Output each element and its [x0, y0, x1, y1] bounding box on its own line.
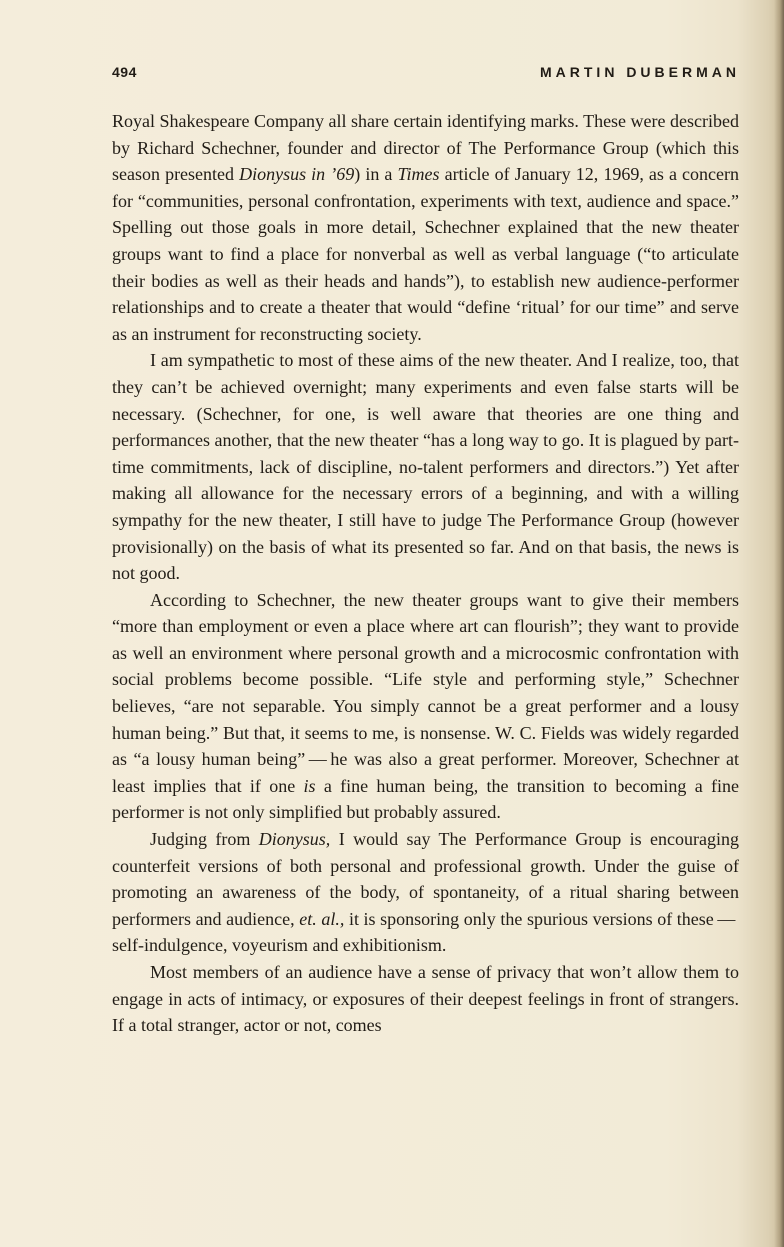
page-edge-shadow — [774, 0, 784, 1247]
text-run: it is sponsoring only the spurious versions of these — self-indulgence, voyeurism and exhibitionism. — [112, 908, 739, 956]
italic-text: Dionysus in ’69 — [239, 164, 355, 185]
text-run: I would say The Performance Group is encouraging counterfeit versions of both personal and professional growth. Under the guise of promoting an awareness of the body, of spontaneity, of a ritual sharing between performers and audience, — [112, 829, 740, 929]
body-text — [112, 108, 739, 1039]
text-run: Judging from — [150, 829, 259, 850]
text-run: I am sympathetic to most of these aims of the new theater. And I realize, too, that they can’t be achieved overnight; many experiments and even false starts will be necessary. (Schechner, for one, is well aware that theories are one thing and performances another, that the new theater “has a long way to go. It is plagued by part-time commitments, lack of discipline, no-talent performers and directors.”) Yet after making all allowance for the necessary errors of a beginning, and with a willing sympathy for the new theater, I still have to judge The Performance Group (however provisionally) on the basis of what its presented so far. And on that basis, the news is not good. — [112, 350, 739, 584]
paragraph-2 — [112, 347, 739, 586]
italic-text: is — [303, 775, 316, 796]
text-run: Most members of an audience have a sense of privacy that won’t allow them to engage in acts of intimacy, or exposures of their deepest feelings in front of strangers. If a total stranger, actor or not, comes — [112, 962, 739, 1036]
paragraph-3 — [112, 587, 739, 826]
italic-text: et. al., — [299, 908, 345, 929]
page-number: 494 — [112, 64, 137, 80]
paragraph-5 — [112, 959, 739, 1039]
italic-text: Dionysus, — [258, 829, 331, 850]
text-run: According to Schechner, the new theater groups want to give their members “more than employment or even a place where art can flourish”; they want to provide as well an environment where personal growth and a microcosmic confrontation with social problems become possible. “Life style and performing style,” Schechner believes, “are not separable. You simply cannot be a great performer and a lousy human being.” But that, it seems to me, is nonsense. W. C. Fields was widely regarded as “a lousy human being” — he was also a great performer. Moreover, Schechner at least implies that if one — [112, 589, 739, 796]
paragraph-4 — [112, 826, 739, 959]
italic-text: Times — [397, 164, 440, 185]
text-run: Royal Shakespeare Company all share certain identifying marks. These were described by Richard Schechner, founder and director of The Performance Group (which this season presented — [112, 111, 739, 185]
page-header — [112, 64, 740, 88]
paragraph-1 — [112, 108, 739, 347]
text-run: article of January 12, 1969, as a concern for “communities, personal confrontation, experiments with text, audience and space.” Spelling out those goals in more detail, Schechner explained that the new theater groups want to find a place for nonverbal as well as verbal language (“to articulate their bodies as well as their heads and hands”), to establish new audience-performer relationships and to create a theater that would “define ‘ritual’ for our time” and serve as an instrument for reconstructing society. — [112, 164, 739, 344]
running-head: MARTIN DUBERMAN — [540, 64, 740, 80]
text-run: a fine human being, the transition to becoming a fine performer is not only simplified but probably assured. — [112, 775, 739, 823]
text-run: ) in a — [354, 164, 398, 185]
